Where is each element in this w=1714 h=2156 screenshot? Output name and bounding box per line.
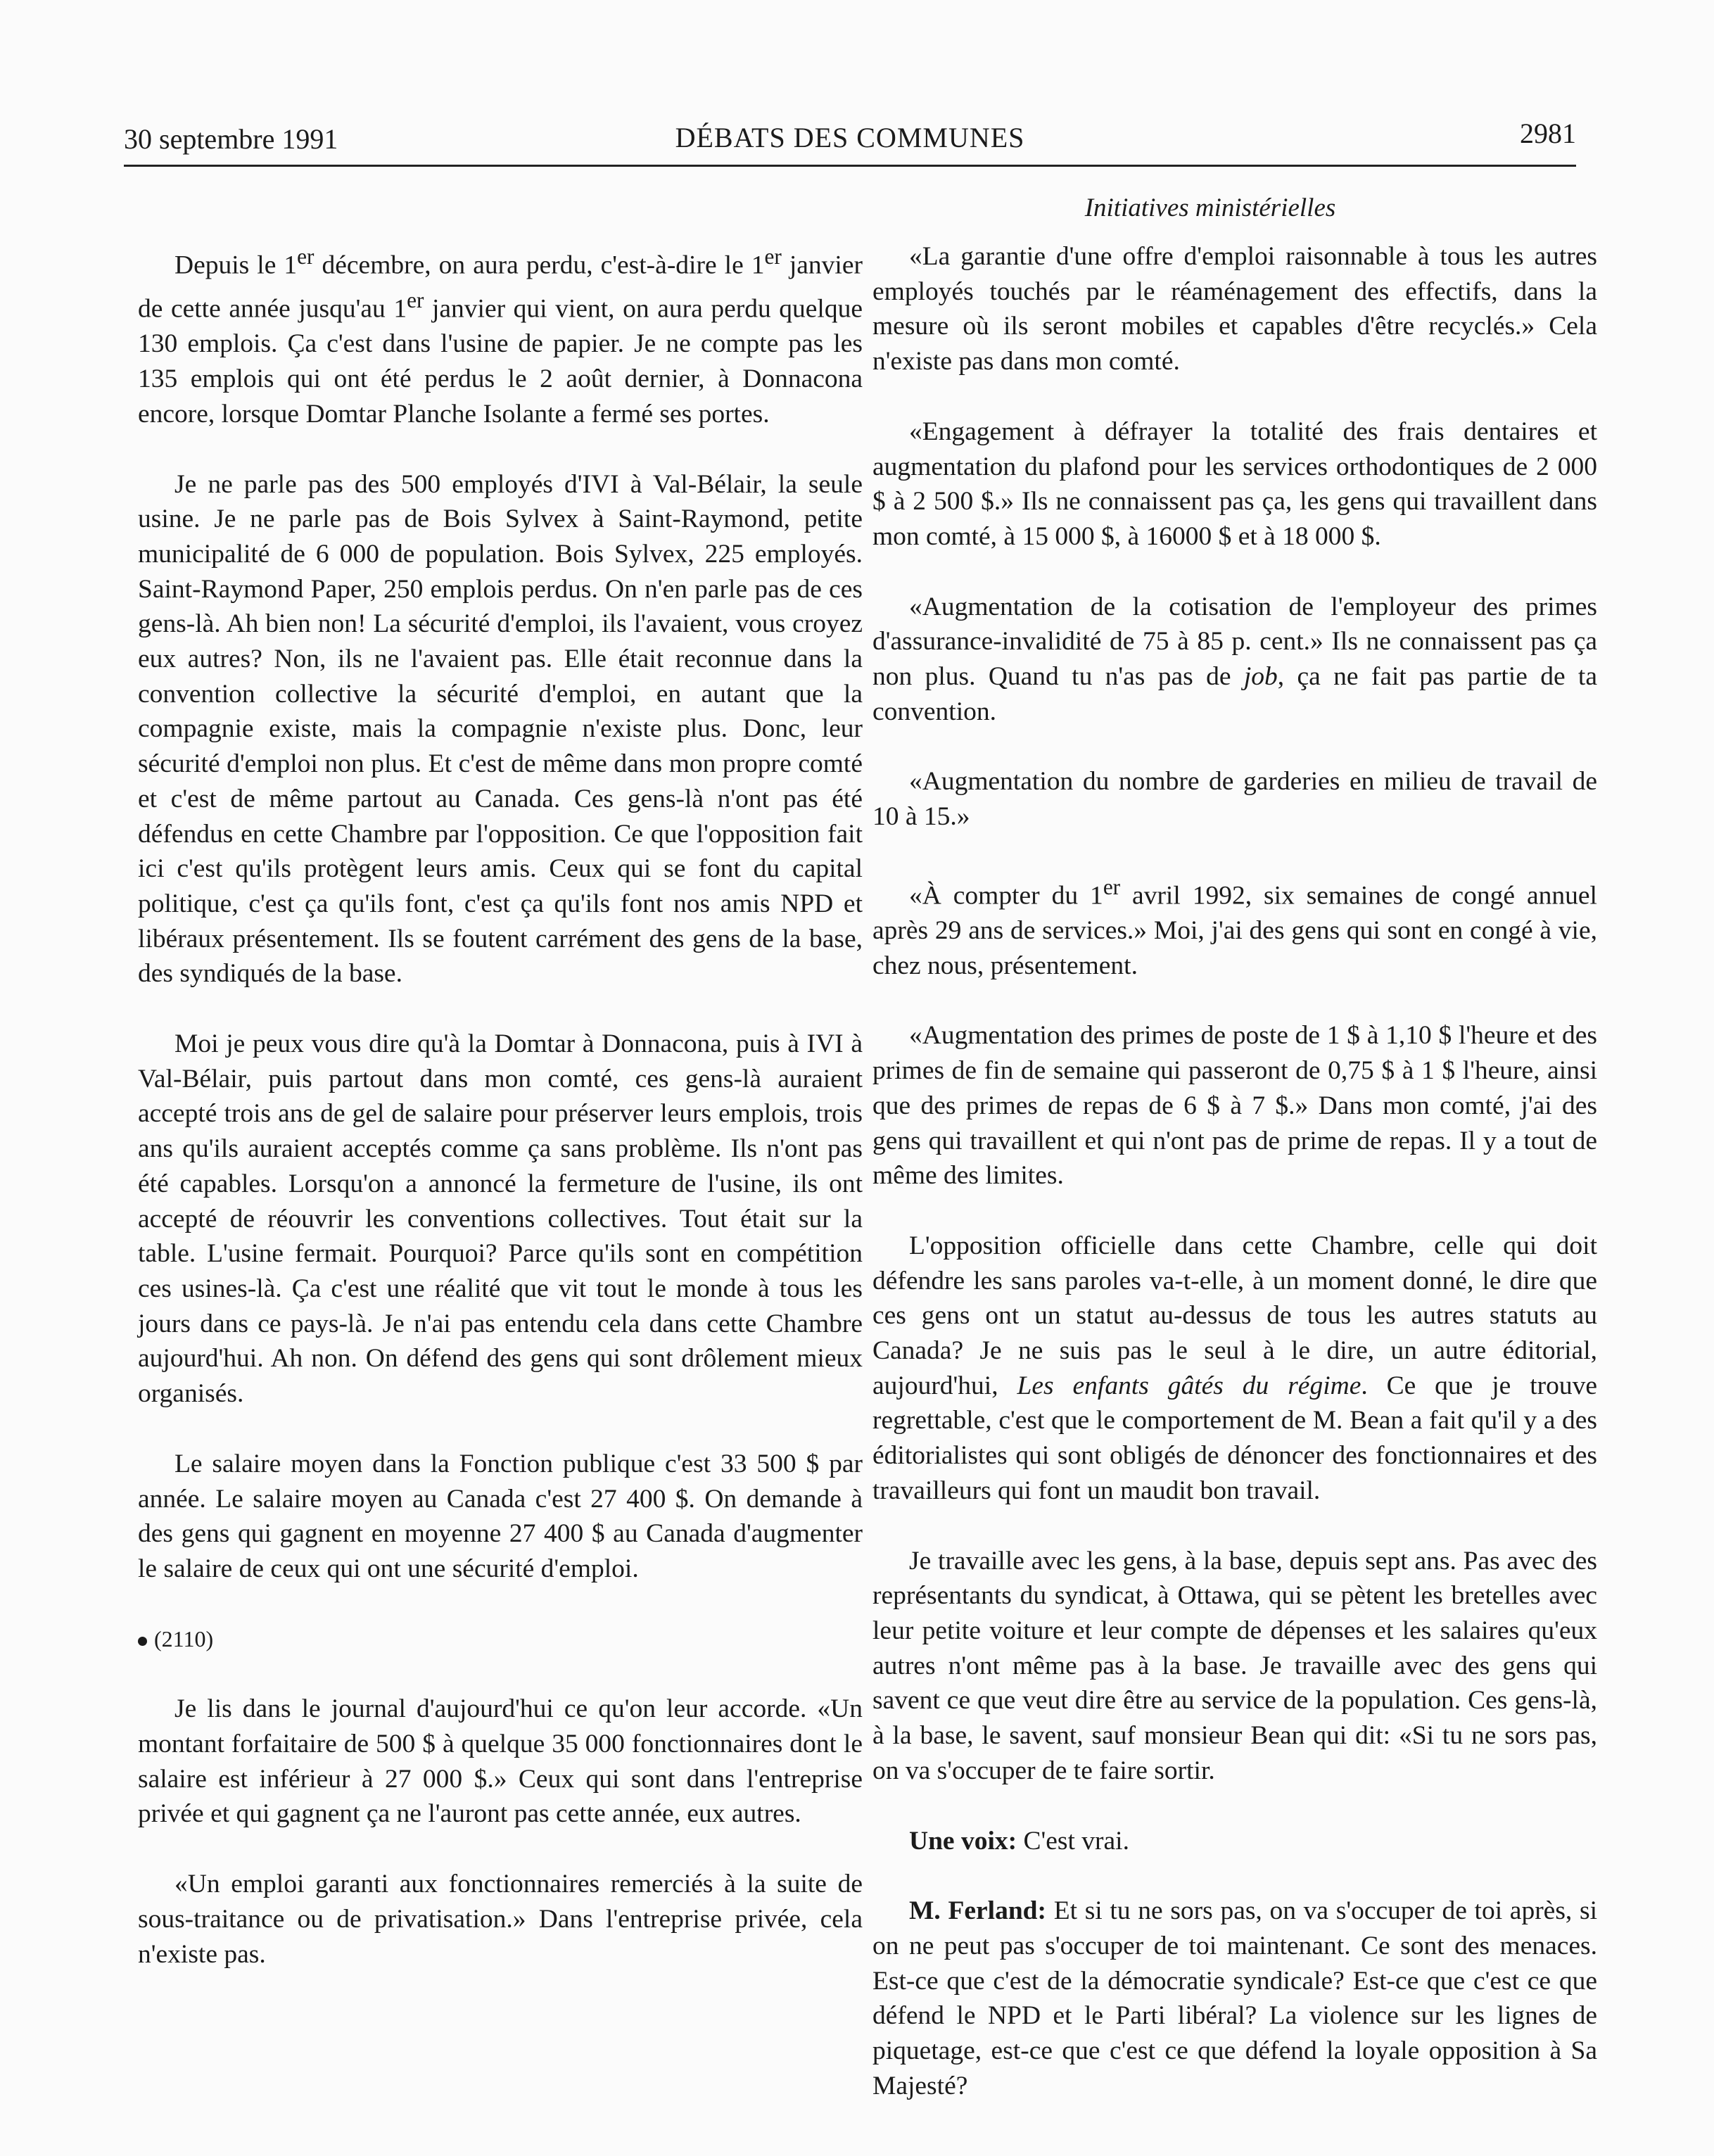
- right-column: [872, 239, 1597, 2138]
- speaker-name: M. Ferland:: [909, 1896, 1047, 1926]
- section-title: Initiatives ministérielles: [1084, 194, 1336, 222]
- speaker-paragraph: M. Ferland: Et si tu ne sors pas, on va s'occuper de toi après, si on ne peut pas s'occuper de toi maintenant. Ce sont des menaces. Est-ce que c'est de la démocratie syndicale? Est-ce que c'est ce que défend le NPD et le Parti libéral? La violence sur les lignes de piquetage, est-ce que c'est ce que défend la loyale opposition à Sa Majesté?: [872, 1896, 1597, 2100]
- paragraph: Je lis dans le journal d'aujourd'hui ce qu'on leur accorde. «Un montant forfaitaire de 500 $ à quelque 35 000 fonctionnaires dont le salaire est inférieur à 27 000 $.» Ceux qui sont dans l'entreprise privée et qui gagnent ça ne l'auront pas cette année, eux autres.: [138, 1694, 863, 1829]
- header-date: 30 septembre 1991: [124, 123, 338, 155]
- paragraph: «Engagement à défrayer la totalité des frais dentaires et augmentation du plafond pour les services orthodontiques de 2 000 $ à 2 500 $.» Ils ne connaissent pas ça, les gens qui travaillent dans mon comté, à 15 000 $, à 16000 $ et à 18 000 $.: [872, 417, 1597, 551]
- paragraph: «La garantie d'une offre d'emploi raisonnable à tous les autres employés touchés par le réaménagement des effectifs, dans la mesure où ils seront mobiles et capables d'être recyclés.» Cela n'existe pas dans mon comté.: [872, 242, 1597, 376]
- speaker-paragraph: Une voix: C'est vrai.: [909, 1826, 1129, 1856]
- paragraph: Depuis le 1er décembre, on aura perdu, c'est-à-dire le 1er janvier de cette année jusqu'au 1er janvier qui vient, on aura perdu quelque 130 emplois. Ça c'est dans l'usine de papier. Je ne compte pas les 135 emplois qui ont été perdus le 2 août dernier, à Donnacona encore, lorsque Domtar Planche Isolante a fermé ses portes.: [138, 244, 863, 429]
- page-header: [124, 117, 1576, 159]
- paragraph: Je travaille avec les gens, à la base, depuis sept ans. Pas avec des représentants du syndicat, à Ottawa, qui se pètent les bretelles avec leur petite voiture et leur compte de dépenses et les salaires qu'eux autres n'ont même pas à la base. Je travaille avec des gens qui savent ce que veut dire être au service de la population. Ces gens-là, à la base, le savent, sauf monsieur Bean qui dit: «Si tu ne sors pas, on va s'occuper de te faire sortir.: [872, 1546, 1597, 1785]
- paragraph: «Augmentation des primes de poste de 1 $ à 1,10 $ l'heure et des primes de fin de semaine qui passeront de 0,75 $ à 1 $ l'heure, ainsi que des primes de repas de 6 $ à 7 $.» Dans mon comté, j'ai des gens qui travaillent et qui n'ont pas de prime de repas. Il y a tout de même des limites.: [872, 1021, 1597, 1191]
- paragraph: «Augmentation de la cotisation de l'employeur des primes d'assurance-invalidité de 75 à 85 p. cent.» Ils ne connaissent pas ça non plus. Quand tu n'as pas de job, ça ne fait pas partie de ta convention.: [872, 592, 1597, 726]
- header-rule: [124, 165, 1576, 167]
- paragraph: «Augmentation du nombre de garderies en milieu de travail de 10 à 15.»: [872, 767, 1597, 832]
- paragraph: «À compter du 1er avril 1992, six semaines de congé annuel après 29 ans de services.» Moi, j'ai des gens qui sont en congé à vie, chez nous, présentement.: [872, 874, 1597, 980]
- header-page-number: 2981: [1520, 118, 1576, 149]
- header-title: DÉBATS DES COMMUNES: [675, 122, 1025, 153]
- speaker-name: Une voix:: [909, 1826, 1017, 1856]
- time-marker: (2110): [138, 1622, 863, 1657]
- paragraph: «Un emploi garanti aux fonctionnaires remerciés à la suite de sous-traitance ou de privatisation.» Dans l'entreprise privée, cela n'existe pas.: [138, 1870, 863, 1969]
- paragraph: Le salaire moyen dans la Fonction publique c'est 33 500 $ par année. Le salaire moyen au Canada c'est 27 400 $. On demande à des gens qui gagnent en moyenne 27 400 $ au Canada d'augmenter le salaire de ceux qui ont une sécurité d'emploi.: [138, 1449, 863, 1583]
- paragraph: Moi je peux vous dire qu'à la Domtar à Donnacona, puis à IVI à Val-Bélair, puis partout dans mon comté, ces gens-là auraient accepté trois ans de gel de salaire pour préserver leurs emplois, trois ans qu'ils auraient acceptés comme ça sans problème. Ils n'ont pas été capables. Lorsqu'on a annoncé la fermeture de l'usine, ils ont accepté de réouvrir les conventions collectives. Tout était sur la table. L'usine fermait. Pourquoi? Parce qu'ils sont en compétition ces usines-là. Ça c'est une réalité que vit tout le monde à tous les jours dans ce pays-là. Je n'ai pas entendu cela dans cette Chambre aujourd'hui. Ah non. On défend des gens qui sont drôlement mieux organisés.: [138, 1029, 863, 1409]
- paragraph: Je ne parle pas des 500 employés d'IVI à Val-Bélair, la seule usine. Je ne parle pas de Bois Sylvex à Saint-Raymond, petite municipalité de 6 000 de population. Bois Sylvex, 225 employés. Saint-Raymond Paper, 250 emplois perdus. On n'en parle pas de ces gens-là. Ah bien non! La sécurité d'emploi, ils l'avaient, vous croyez eux autres? Non, ils ne l'avaient pas. Elle était reconnue dans la convention collective la sécurité d'emploi, en autant que la compagnie existe, mais la compagnie n'existe plus. Donc, leur sécurité d'emploi non plus. Et c'est de même dans mon propre comté et c'est de même partout au Canada. Ces gens-là n'ont pas été défendus en cette Chambre par l'opposition. Ce que l'opposition fait ici c'est qu'ils protègent leurs amis. Ceux qui se font du capital politique, c'est ça qu'ils font, c'est ça qu'ils font nos amis NPD et libéraux présentement. Ils se foutent carrément des gens de la base, des syndiqués de la base.: [138, 469, 863, 989]
- paragraph: L'opposition officielle dans cette Chambre, celle qui doit défendre les sans paroles va-t-elle, à un moment donné, le dire que ces gens ont un statut au-dessus de tous les autres statuts au Canada? Je ne suis pas le seul à le dire, un autre éditorial, aujourd'hui, Les enfants gâtés du régime. Ce que je trouve regrettable, c'est que le comportement de M. Bean a fait qu'il y a des éditorialistes qui sont obligés de dénoncer des fonctionnaires et des travailleurs qui font un maudit bon travail.: [872, 1231, 1597, 1505]
- bullet-icon: [138, 1637, 147, 1646]
- left-column: [138, 239, 863, 2007]
